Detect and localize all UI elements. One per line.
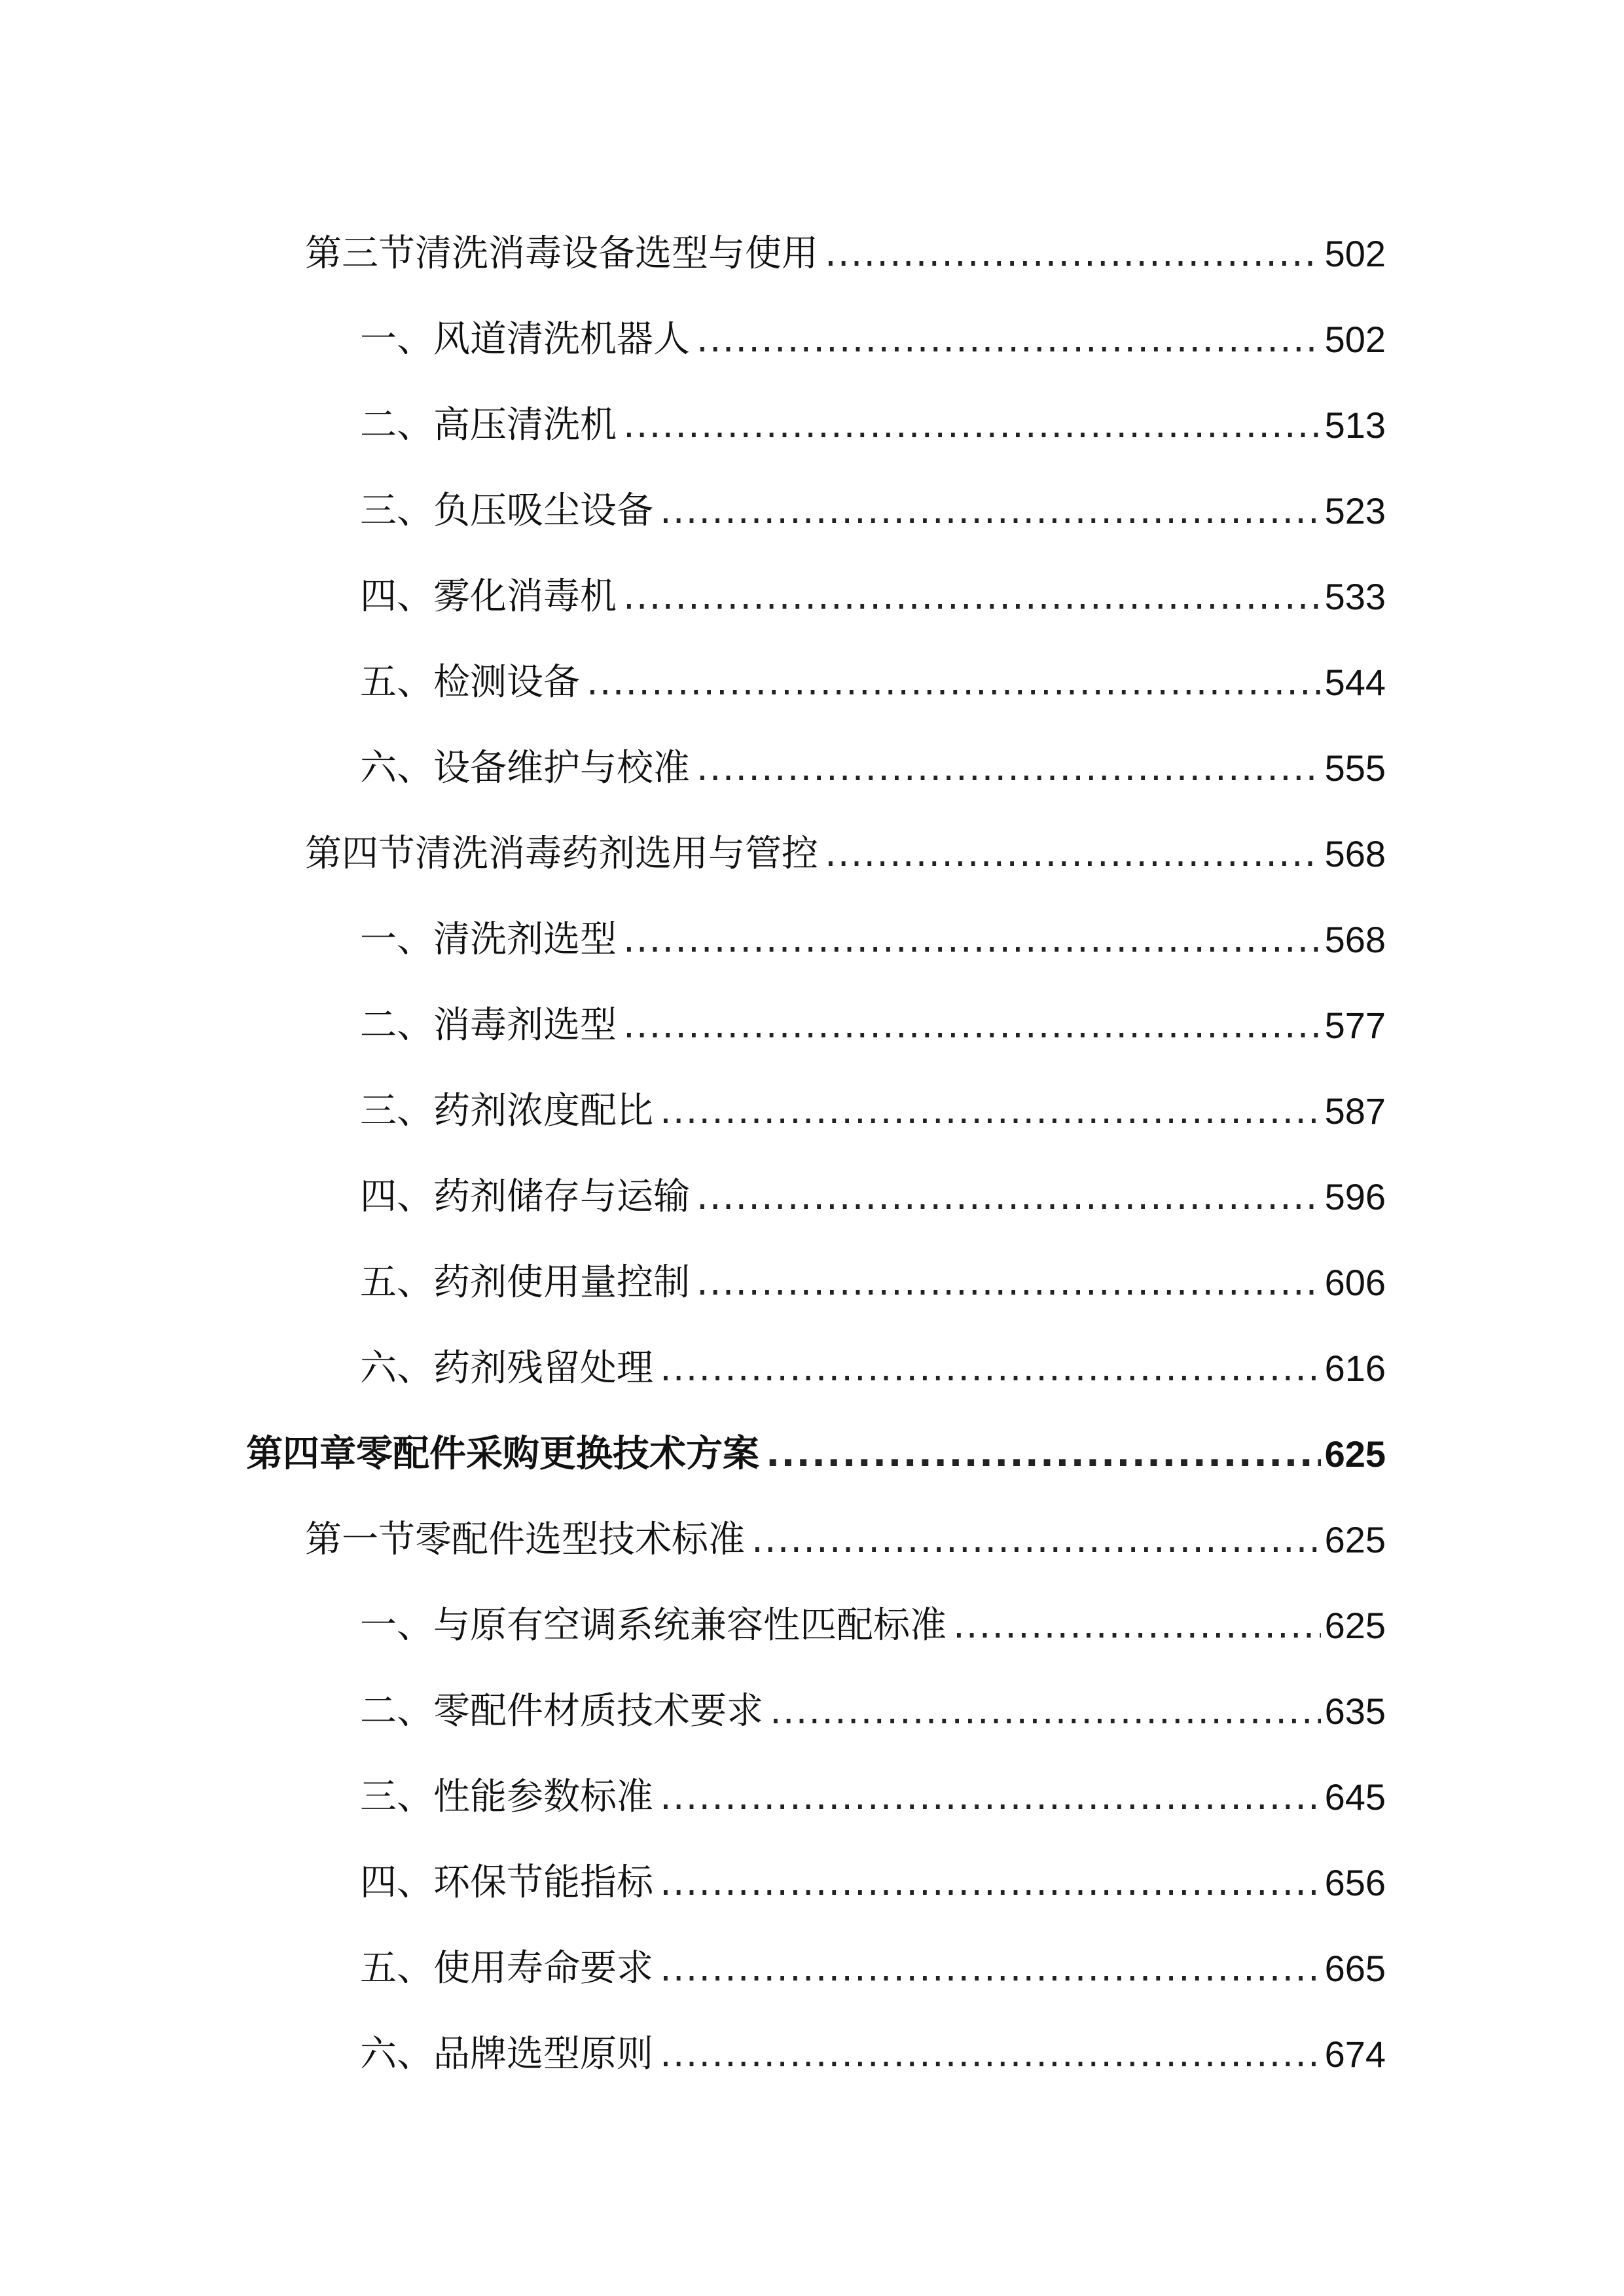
toc-entry-title: 一、与原有空调系统兼容性匹配标准 [360, 1604, 947, 1647]
toc-entry-page: 645 [1324, 1776, 1386, 1818]
toc-entry[interactable] [0, 295, 1386, 361]
toc-entry-page: 616 [1324, 1348, 1386, 1389]
toc-entry-page: 625 [1324, 1519, 1386, 1560]
dot-leader [825, 236, 1321, 272]
dot-leader [751, 1522, 1321, 1558]
toc-entry-page: 577 [1324, 1005, 1386, 1046]
dot-leader [623, 922, 1321, 958]
dot-leader [660, 1350, 1321, 1387]
toc-entry-title: 二、消毒剂选型 [360, 1004, 617, 1047]
toc-entry-title: 一、风道清洗机器人 [360, 318, 690, 361]
toc-entry-page: 625 [1324, 1433, 1386, 1475]
toc-entry[interactable] [0, 810, 1386, 875]
toc-entry[interactable] [0, 1324, 1386, 1390]
toc-entry-title: 第三节清洗消毒设备选型与使用 [305, 232, 818, 275]
dot-leader [696, 750, 1321, 787]
toc-entry-page: 502 [1324, 319, 1386, 360]
toc-entry-page: 568 [1324, 833, 1386, 874]
toc-entry-page: 568 [1324, 919, 1386, 960]
toc-entry[interactable] [0, 1153, 1386, 1218]
toc-entry[interactable] [0, 209, 1386, 275]
toc-entry[interactable] [0, 552, 1386, 618]
dot-leader [660, 1779, 1321, 1816]
toc-entry-title: 四、药剂储存与运输 [360, 1175, 690, 1218]
toc-entry-title: 二、高压清洗机 [360, 404, 617, 446]
toc-entry-title: 六、品牌选型原则 [360, 2033, 653, 2075]
toc-entry[interactable] [0, 1496, 1386, 1561]
toc-entry-title: 一、清洗剂选型 [360, 918, 617, 961]
toc-entry-page: 502 [1324, 233, 1386, 274]
toc-entry-page: 596 [1324, 1176, 1386, 1217]
toc-entry-title: 五、检测设备 [360, 661, 580, 704]
toc-entry[interactable] [0, 1753, 1386, 1816]
toc-entry-page: 665 [1324, 1948, 1386, 1989]
toc-entry-chapter[interactable] [0, 1410, 1386, 1473]
toc-entry[interactable] [0, 638, 1386, 704]
toc-entry[interactable] [0, 381, 1386, 444]
dot-leader [696, 1265, 1321, 1301]
toc-entry-title: 第四章零配件采购更换技术方案 [246, 1433, 759, 1475]
toc-entry[interactable] [0, 895, 1386, 961]
toc-entry[interactable] [0, 1924, 1386, 1990]
toc-entry-page: 513 [1324, 404, 1386, 446]
dot-leader [660, 493, 1321, 529]
toc-entry-page: 533 [1324, 576, 1386, 617]
toc-entry[interactable] [0, 1581, 1386, 1647]
dot-leader [586, 664, 1321, 701]
toc-entry[interactable] [0, 467, 1386, 532]
dot-leader [825, 836, 1321, 872]
dot-leader [660, 1093, 1321, 1130]
toc-entry-title: 第四节清洗消毒药剂选用与管控 [305, 833, 818, 875]
dot-leader [696, 321, 1321, 358]
toc-entry-title: 二、零配件材质技术要求 [360, 1690, 763, 1732]
toc-entry-page: 544 [1324, 662, 1386, 703]
toc-entry-page: 555 [1324, 747, 1386, 789]
toc-entry-page: 625 [1324, 1605, 1386, 1646]
dot-leader [770, 1693, 1321, 1730]
dot-leader [623, 407, 1321, 444]
dot-leader [953, 1607, 1321, 1644]
toc-entry-title: 三、药剂浓度配比 [360, 1090, 653, 1132]
dot-leader [660, 1865, 1321, 1901]
toc-entry[interactable] [0, 1839, 1386, 1904]
toc-entry-title: 三、性能参数标准 [360, 1776, 653, 1818]
dot-leader [660, 1950, 1321, 1987]
toc-entry[interactable] [0, 1067, 1386, 1130]
toc-entry-title: 六、药剂残留处理 [360, 1347, 653, 1390]
dot-leader [766, 1436, 1321, 1473]
toc-entry[interactable] [0, 1667, 1386, 1730]
dot-leader [623, 579, 1321, 615]
toc-entry-title: 三、负压吸尘设备 [360, 490, 653, 532]
toc-entry-page: 635 [1324, 1691, 1386, 1732]
dot-leader [623, 1007, 1321, 1044]
toc-entry[interactable] [0, 981, 1386, 1047]
toc-entry-page: 523 [1324, 490, 1386, 531]
dot-leader [660, 2036, 1321, 2073]
dot-leader [696, 1179, 1321, 1215]
toc-entry-title: 五、药剂使用量控制 [360, 1261, 690, 1304]
toc-entry-title: 五、使用寿命要求 [360, 1947, 653, 1990]
toc-entry[interactable] [0, 2010, 1386, 2073]
toc-entry[interactable] [0, 724, 1386, 787]
toc-entry-page: 656 [1324, 1862, 1386, 1903]
toc-entry[interactable] [0, 1238, 1386, 1304]
toc-entry-title: 四、雾化消毒机 [360, 575, 617, 618]
toc-entry-page: 587 [1324, 1090, 1386, 1132]
toc-entry-title: 六、设备维护与校准 [360, 747, 690, 789]
toc-entry-page: 674 [1324, 2034, 1386, 2075]
toc-entry-title: 四、环保节能指标 [360, 1861, 653, 1904]
toc-entry-title: 第一节零配件选型技术标准 [305, 1518, 745, 1561]
toc-entry-page: 606 [1324, 1262, 1386, 1303]
